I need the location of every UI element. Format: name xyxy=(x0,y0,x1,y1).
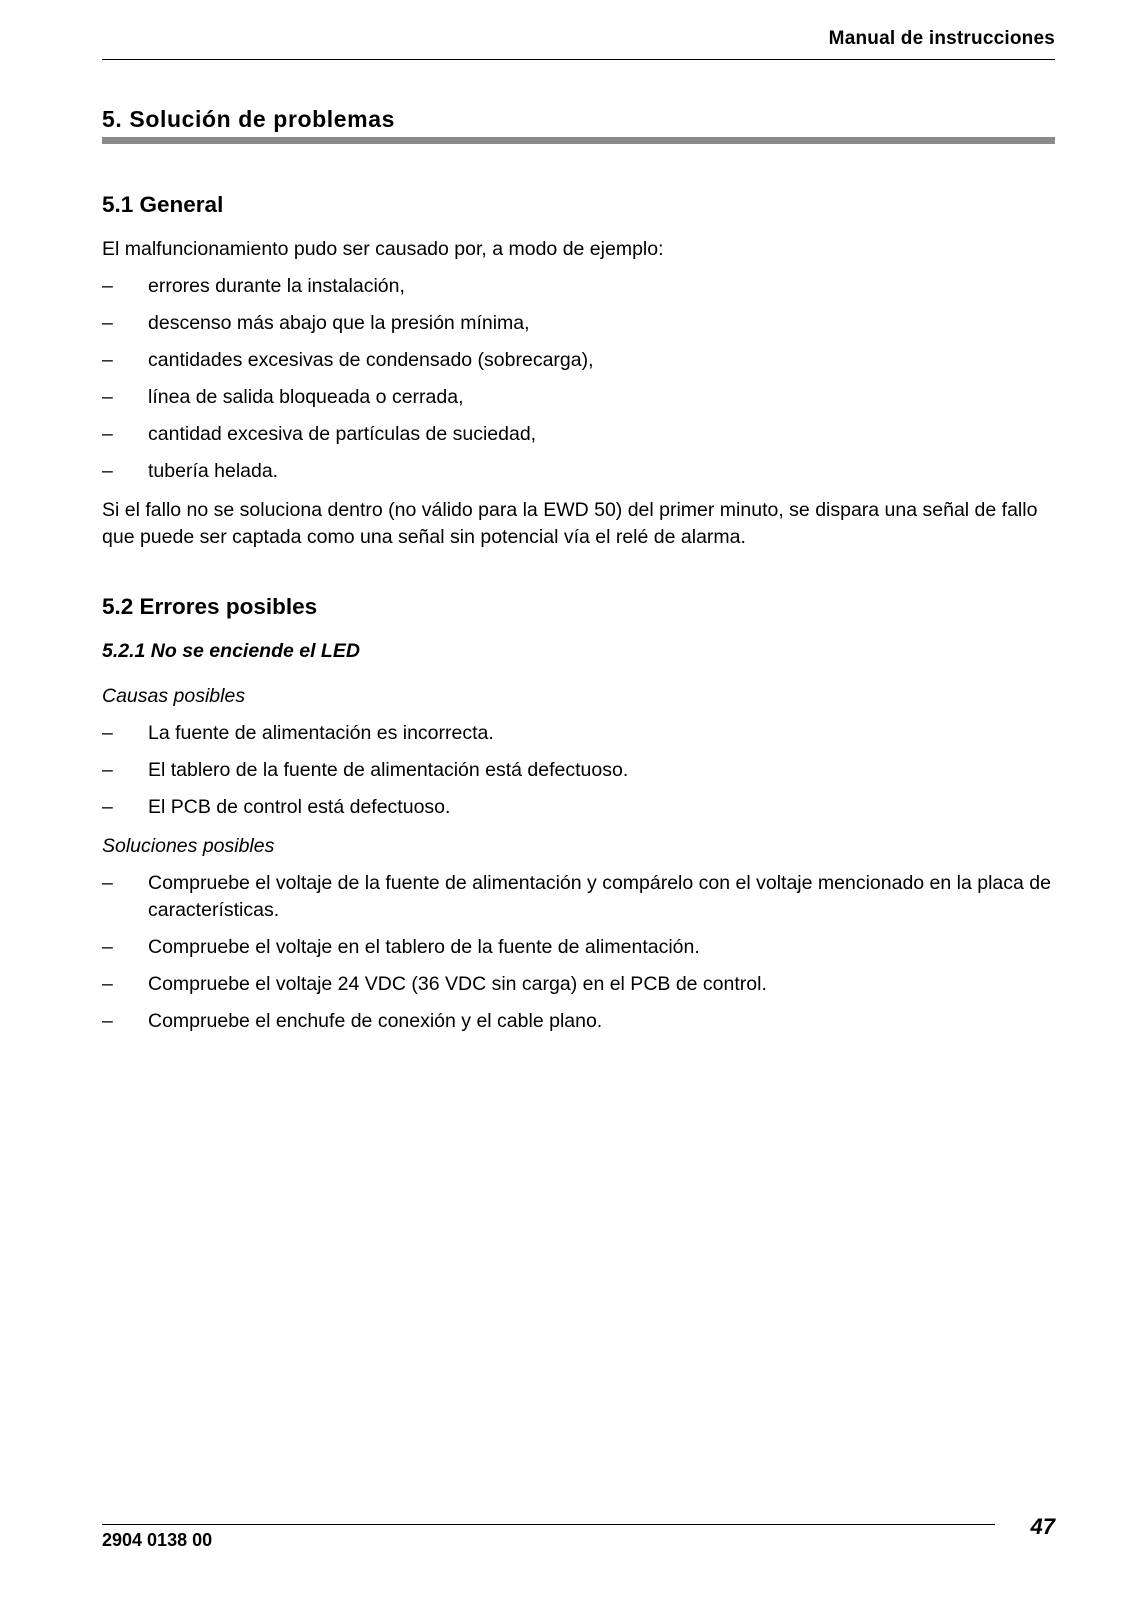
list-item: – Compruebe el enchufe de conexión y el cable plano. xyxy=(102,1008,1055,1035)
footer-rule xyxy=(102,1524,995,1525)
section-general-title: 5.1 General xyxy=(102,192,224,217)
general-causes-list xyxy=(102,273,1055,485)
section-general-intro: El malfuncionamiento pudo ser causado por, a modo de ejemplo: xyxy=(102,238,664,260)
list-item: – tubería helada. xyxy=(102,458,1055,485)
document-code: 2904 0138 00 xyxy=(102,1530,213,1550)
list-item: – Compruebe el voltaje 24 VDC (36 VDC sin carga) en el PCB de control. xyxy=(102,971,1055,998)
chapter-divider-bar xyxy=(102,137,1055,144)
subsection-led-title: 5.2.1 No se enciende el LED xyxy=(102,640,360,662)
header-rule xyxy=(102,59,1055,60)
list-item: – El PCB de control está defectuoso. xyxy=(102,794,1055,821)
solutions-list xyxy=(102,870,1055,1035)
page-number: 47 xyxy=(1030,1514,1055,1539)
list-item: – Compruebe el voltaje de la fuente de alimentación y compárelo con el voltaje mencionado en la placa de características. xyxy=(102,870,1055,924)
section-spacer xyxy=(102,561,1055,594)
list-item: – cantidades excesivas de condensado (sobrecarga), xyxy=(102,347,1055,374)
chapter-title: 5. Solución de problemas xyxy=(102,106,396,132)
list-item: – errores durante la instalación, xyxy=(102,273,1055,300)
causes-list xyxy=(102,720,1055,821)
list-item: – descenso más abajo que la presión mínima, xyxy=(102,310,1055,337)
list-item: – El tablero de la fuente de alimentación está defectuoso. xyxy=(102,757,1055,784)
list-item: – La fuente de alimentación es incorrecta. xyxy=(102,720,1055,747)
causes-label: Causas posibles xyxy=(102,685,246,707)
list-item: – línea de salida bloqueada o cerrada, xyxy=(102,384,1055,411)
list-item: – Compruebe el voltaje en el tablero de la fuente de alimentación. xyxy=(102,934,1055,961)
solutions-label: Soluciones posibles xyxy=(102,835,275,857)
header-title: Manual de instrucciones xyxy=(828,28,1055,49)
section-errors-title: 5.2 Errores posibles xyxy=(102,594,318,619)
section-general-note: Si el fallo no se soluciona dentro (no válido para la EWD 50) del primer minuto, se dispara una señal de fallo que puede ser captada como una señal sin potencial vía el relé de alarma. xyxy=(102,499,1038,548)
main-content xyxy=(102,192,1055,1047)
list-item: – cantidad excesiva de partículas de suciedad, xyxy=(102,421,1055,448)
